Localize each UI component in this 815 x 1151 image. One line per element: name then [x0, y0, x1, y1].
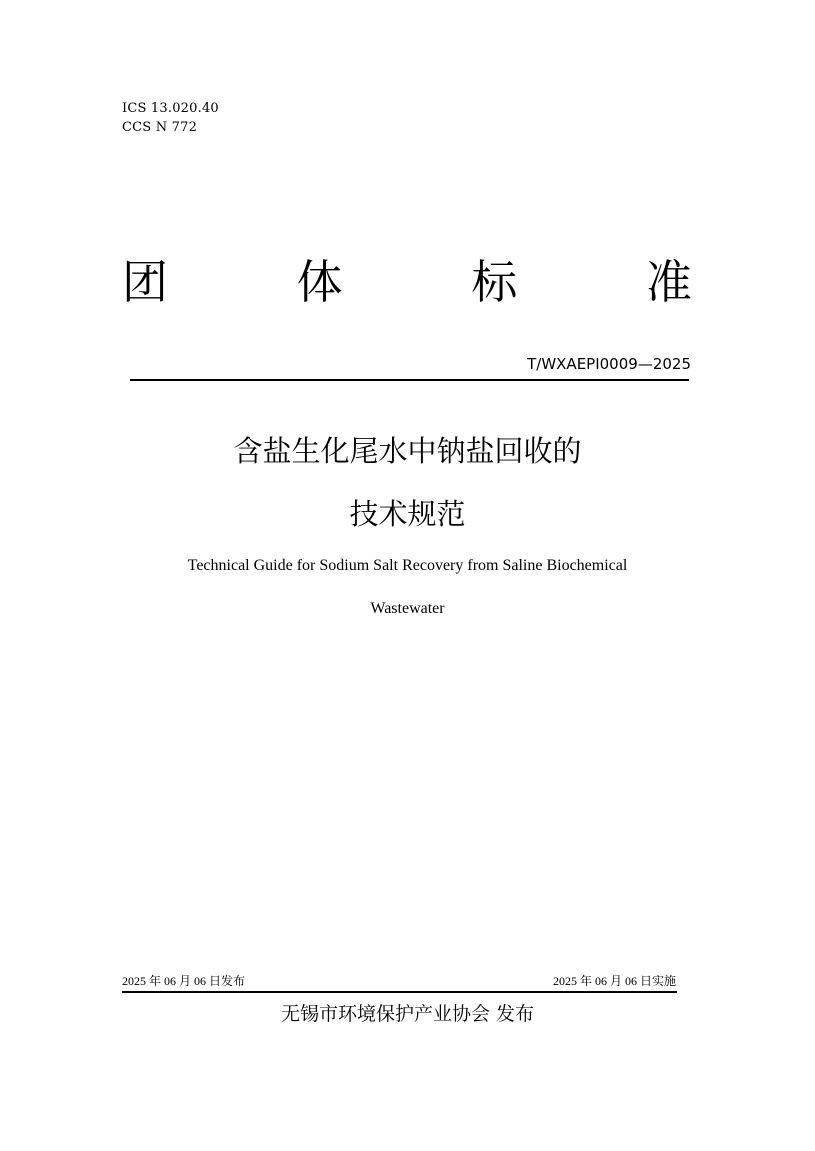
ccs-code: CCS N 772: [122, 120, 198, 135]
standard-type-char: 准: [645, 255, 692, 309]
chinese-title-line-2: 技术规范: [349, 497, 466, 531]
top-divider: [130, 379, 689, 381]
standard-type-char: 体: [296, 255, 343, 309]
english-title-line-2: Wastewater: [370, 600, 445, 617]
standard-type-heading: [122, 250, 692, 314]
classification-codes: [122, 99, 219, 137]
standard-number: T/WXAEPI0009—2025: [527, 355, 691, 373]
publisher: 无锡市环境保护产业协会 发布: [280, 1003, 535, 1025]
standard-type-char: 标: [471, 255, 518, 309]
ics-code: ICS 13.020.40: [122, 101, 219, 116]
chinese-title-line-1: 含盐生化尾水中钠盐回收的: [233, 434, 582, 468]
implementation-date: 2025 年 06 月 06 日实施: [552, 974, 676, 988]
issue-date: 2025 年 06 月 06 日发布: [122, 974, 246, 988]
standard-type-char: 团: [122, 255, 168, 309]
english-title-line-1: Technical Guide for Sodium Salt Recovery from Saline Biochemical: [187, 557, 628, 574]
bottom-divider: [122, 991, 677, 993]
